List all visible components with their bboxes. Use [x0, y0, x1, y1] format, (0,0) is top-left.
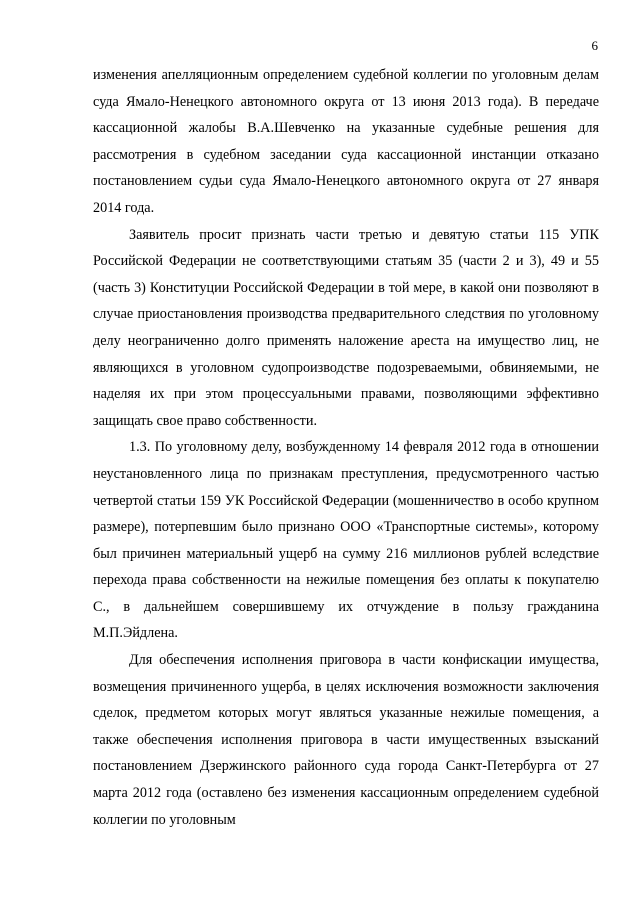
document-body [93, 62, 599, 833]
page-number: 6 [591, 38, 598, 53]
paragraph-criminal-case: 1.3. По уголовному делу, возбужденному 14 февраля 2012 года в отношении неустановленного лица по признакам преступления, предусмотренного частью четвертой статьи 159 УК Российской Федерации (мошенничество в особо крупном размере), потерпевшим было признано ООО «Транспортные системы», которому был причинен материальный ущерб на сумму 216 миллионов рублей вследствие перехода права собственности на нежилые помещения без оплаты к покупателю С., в дальнейшем совершившему их отчуждение в пользу гражданина М.П.Эйдлена. [93, 439, 599, 642]
paragraph-continuation: изменения апелляционным определением судебной коллегии по уголовным делам суда Ямало-Ненецкого автономного округа от 13 июня 2013 года). В передаче кассационной жалобы В.А.Шевченко на указанные судебные решения для рассмотрения в судебном заседании суда кассационной инстанции отказано постановлением судьи суда Ямало-Ненецкого автономного округа от 27 января 2014 года. [93, 67, 599, 216]
paragraph-arrest-order: Для обеспечения исполнения приговора в части конфискации имущества, возмещения причиненного ущерба, в целях исключения возможности заключения сделок, предметом которых могут являться указанные нежилые помещения, а также обеспечения исполнения приговора в части имущественных взысканий постановлением Дзержинского районного суда города Санкт-Петербурга от 27 марта 2012 года (оставлено без изменения кассационным определением судебной коллегии по уголовным [93, 652, 599, 828]
paragraph-applicant-request: Заявитель просит признать части третью и девятую статьи 115 УПК Российской Федерации не соответствующими статьям 35 (части 2 и 3), 49 и 55 (часть 3) Конституции Российской Федерации в той мере, в какой они позволяют в случае приостановления производства предварительного следствия по уголовному делу неограниченно долго применять наложение ареста на имущество лиц, не являющихся в уголовном судопроизводстве подозреваемыми, обвиняемыми, не наделяя их при этом процессуальными правами, позволяющими эффективно защищать свое право собственности. [93, 226, 599, 429]
